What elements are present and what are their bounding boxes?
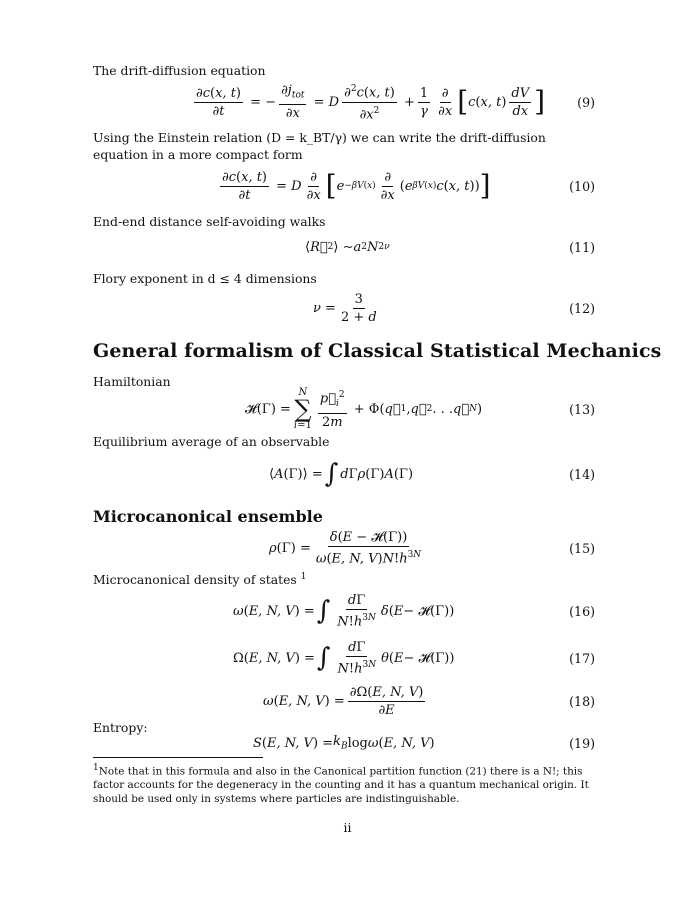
equation-number: (16)	[569, 603, 595, 619]
equation-number: (15)	[569, 540, 595, 556]
equation-11: ⟨ R⃗ 2 ⟩ ∼ a 2 N 2ν (11)	[93, 230, 595, 264]
equation-number: (14)	[569, 466, 595, 482]
equation-number: (10)	[569, 178, 595, 194]
equation-17: Ω( E, N, V ) = ∫ $\frac{d\Gamma}{N!h^{3N}}$ θ ( E − 𝓗(Γ)) (17)	[233, 639, 595, 677]
text-hamiltonian: Hamiltonian	[93, 374, 171, 389]
footnote-number: 1	[93, 763, 99, 773]
footnote	[93, 761, 595, 806]
equation-10: $\frac{\partial c(x, t)}{\partial t}$ = D $\frac{\partial}{\partial x}$ [ e −βV(x) $\frac{\partial}{\partial x}$ ( e βV(x) c ( x, t )) ] (10)	[93, 166, 595, 206]
equation-9: $\frac{\partial c(x, t)}{\partial t}$ = − $\frac{\partial j_{tot}}{\partial x}$ = D $\frac{\partial^2c(x, t)}{\partial x^2}$ + $\frac{1}{\gamma}$ $\frac{\partial}{\partial x}$ [ c ( x, t ) $\frac{dV}{dx}$ ] (9)	[196, 82, 595, 122]
equation-19: S ( E, N, V ) = $k_B$ log ω ( E, N, V ) (19)	[93, 730, 595, 756]
text-einstein-relation: Using the Einstein relation (D = k_BT/γ) we can write the drift-diffusion equation in a more compact form	[93, 130, 546, 162]
equation-18: ω ( E, N, V ) = $\frac{\partial\Omega(E, N, V)}{\partial E}$ (18)	[93, 681, 595, 721]
equation-13: 𝓗(Γ) = N ∑ i=1 $\frac{p⃗_i^2}{2m}$ + Φ( q⃗ 1 , q⃗ 2 . . . q⃗ N ) (13)	[245, 387, 595, 431]
text-self-avoiding-walks: End-end distance self-avoiding walks	[93, 214, 326, 229]
equation-15: ρ (Γ) = $\frac{\text{δ(E − 𝓗(Γ))}}{\omega(E, N, V)N!h^{3N}}$ (15)	[269, 529, 595, 567]
equation-number: (13)	[569, 401, 595, 417]
text-drift-diffusion-intro: The drift-diffusion equation	[93, 63, 266, 78]
text-flory-exponent: Flory exponent in d ≤ 4 dimensions	[93, 271, 317, 286]
equation-number: (11)	[569, 239, 595, 255]
equation-16: ω ( E, N, V ) = ∫ $\frac{d\Gamma}{N!h^{3N}}$ δ ( E − 𝓗(Γ)) (16)	[233, 592, 595, 630]
page-number: ii	[343, 820, 352, 835]
footnote-text: Note that in this formula and also in the Canonical partition function (21) there is a N!; this factor accounts for the degeneracy in the counting and it has a quantum mechanical origin. It should be used only in systems where particles are indistinguishable.	[93, 765, 589, 806]
equation-number: (18)	[569, 693, 595, 709]
equation-14: ⟨ A (Γ)⟩ = ∫ d Γ ρ (Γ) A (Γ) (14)	[93, 454, 595, 494]
equation-number: (17)	[569, 650, 595, 666]
equation-12: ν = $\frac{3}{2 + d}$ (12)	[93, 288, 595, 328]
equation-number: (12)	[569, 300, 595, 316]
footnote-rule	[93, 757, 263, 758]
text-equilibrium-average: Equilibrium average of an observable	[93, 434, 330, 449]
equation-number: (9)	[577, 94, 595, 110]
text-density-of-states: Microcanonical density of states $^1$	[93, 572, 307, 588]
subsection-heading: Microcanonical ensemble	[93, 507, 323, 526]
section-heading: General formalism of Classical Statistical Mechanics	[93, 340, 662, 362]
equation-number: (19)	[569, 735, 595, 751]
footnote-marker[interactable]: 1	[300, 572, 307, 582]
text-entropy: Entropy:	[93, 720, 148, 735]
